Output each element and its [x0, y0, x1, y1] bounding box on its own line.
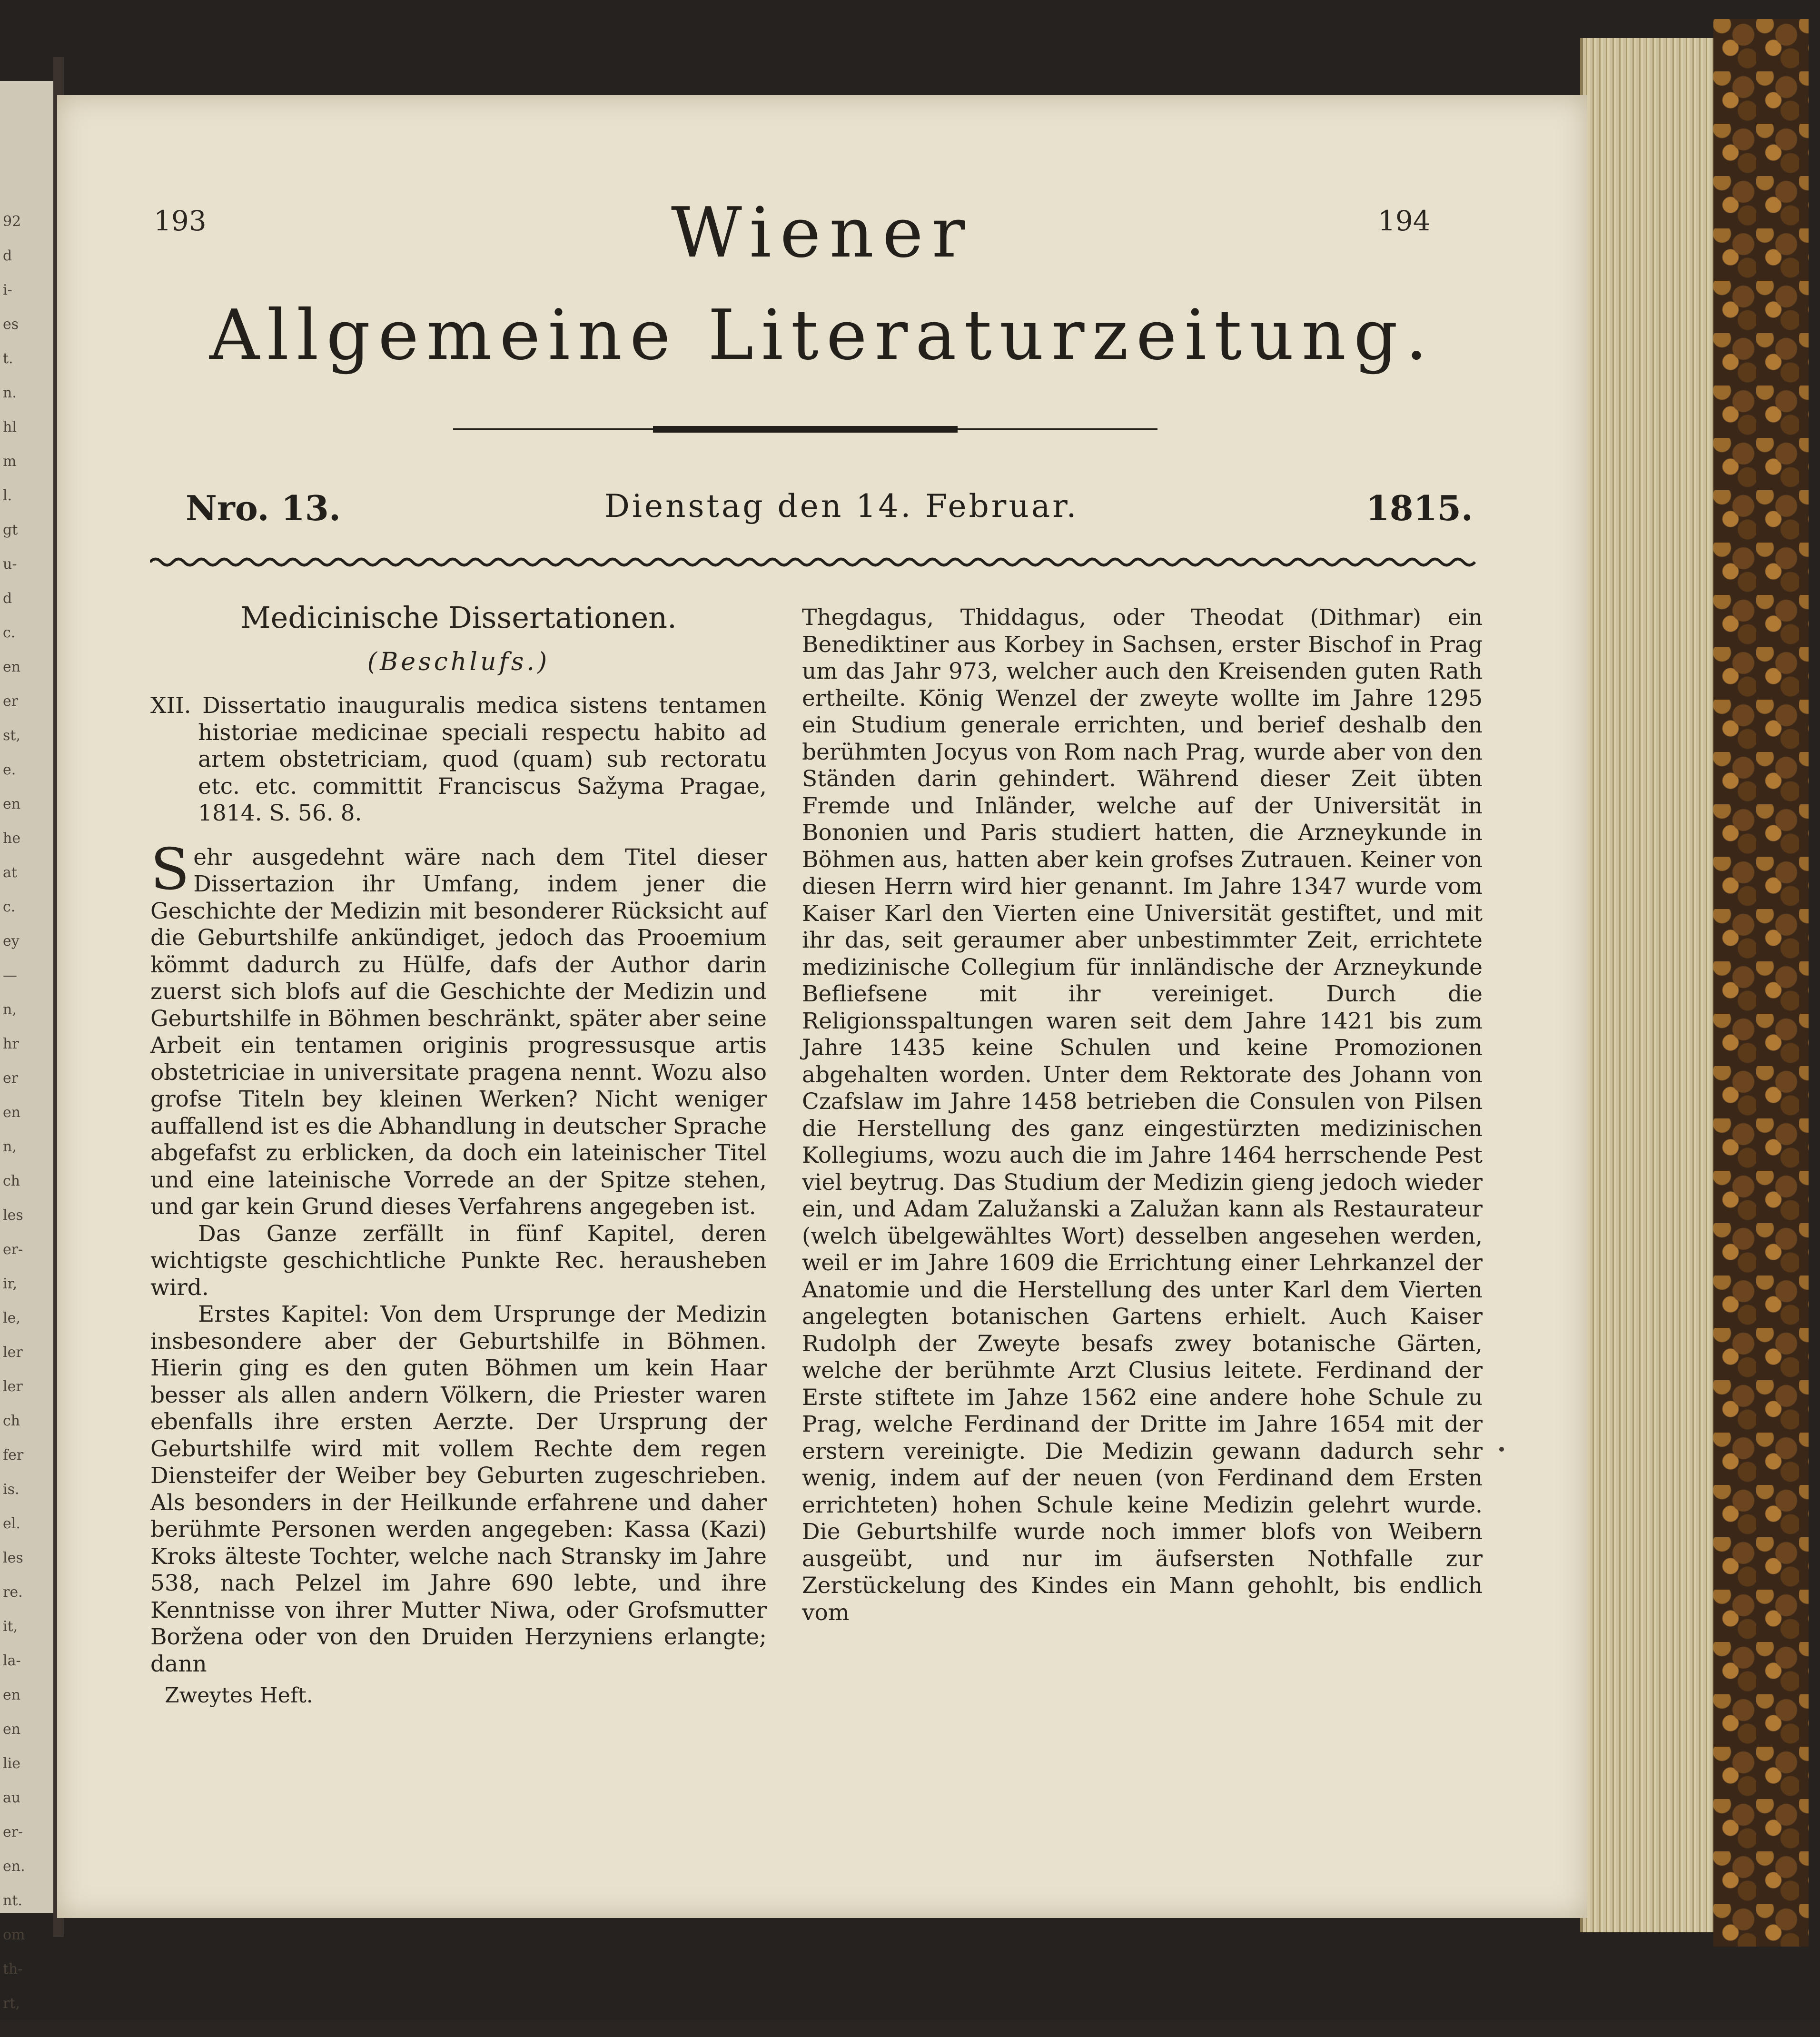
- facing-page-fragment: er-: [3, 1241, 23, 1258]
- facing-page-fragment: ler: [3, 1378, 23, 1395]
- facing-page-fragment: he: [3, 830, 21, 847]
- facing-page-fragment: at: [3, 864, 17, 881]
- masthead-title-line1: Wiener: [671, 193, 974, 273]
- facing-page-fragment: 92: [3, 213, 21, 230]
- facing-page-fragment: l.: [3, 487, 12, 504]
- facing-page-fragment: t.: [3, 350, 13, 367]
- facing-page-fragment: les: [3, 1550, 23, 1566]
- facing-page-fragment: —: [3, 967, 17, 984]
- facing-page-fragment: st,: [3, 727, 20, 744]
- facing-page-fragment: n,: [3, 1138, 17, 1155]
- facing-page-fragment: gt: [3, 522, 18, 538]
- facing-page-fragment: ir,: [3, 1276, 18, 1292]
- paragraph-first-chapter: Erstes Kapitel: Von dem Ursprunge der Medizin insbesondere aber der Geburtshilfe in Böhmen. Hierin ging es den guten Böhmen um kein Haar besser als allen andern Völkern, die Priester waren ebenfalls ihre ersten Aerzte. Der Ursprung der Geburtshilfe wird mit vollem Rechte dem regen Diensteifer der Weiber bey Geburten zugeschrieben. Als besonders in der Heilkunde erfahrene und daher berühmte Personen werden angegeben: Kassa (Kazi) Kroks älteste Tochter, welche nach Stransky im Jahre 538, nach Pelzel im Jahre 690 lebte, und ihre Kenntnisse von ihrer Mutter Niwa, oder Grofsmutter Boržena oder von den Druiden Herzyniens erlangte; dann: [150, 1301, 767, 1677]
- facing-page-fragment: en: [3, 796, 21, 812]
- facing-page-fragment: en: [3, 659, 21, 675]
- facing-page-edge: [0, 81, 57, 2012]
- facing-page-fragment: ch: [3, 1173, 20, 1189]
- facing-page-fragment: re.: [3, 1584, 23, 1601]
- article-title: Medicinische Dissertationen.: [240, 600, 677, 635]
- facing-page-fragment: m: [3, 453, 17, 470]
- facing-page-fragment: c.: [3, 624, 16, 641]
- facing-page-fragment: les: [3, 1207, 23, 1224]
- facing-page-fragment: nt.: [3, 1892, 22, 1909]
- facing-page-fragment: er: [3, 1070, 19, 1087]
- facing-page-fragment: lie: [3, 1755, 20, 1772]
- drop-cap: S: [150, 836, 190, 903]
- page-number-right: 194: [1378, 205, 1431, 237]
- issue-number: Nro. 13.: [186, 488, 341, 528]
- facing-page-fragment: om: [3, 1927, 25, 1943]
- facing-page-fragment: au: [3, 1790, 21, 1806]
- page-stack-edges: [1580, 38, 1726, 1932]
- facing-page-fragment: ler: [3, 1344, 23, 1361]
- facing-page-fragments: [0, 81, 55, 2037]
- facing-page-fragment: e.: [3, 761, 16, 778]
- paragraph-continuation: Thegdagus, Thiddagus, oder Theodat (Dithmar) ein Benediktiner aus Korbey in Sachsen, erster Bischof in Prag um das Jahr 973, welcher auch den Kreisenden guten Rath ertheilte. König Wenzel der zweyte wollte im Jahre 1295 ein Studium generale errichten, und berief deshalb den berühmten Jocyus von Rom nach Prag, wurde aber von den Ständen darin gehindert. Während dieser Zeit übten Fremde und Inländer, welche auf der Universität in Bononien und Paris studiert hatten, die Arzneykunde in Böhmen aus, hatten aber kein grofses Zutrauen. Keiner von diesen Herrn wird hier genannt. Im Jahre 1347 wurde vom Kaiser Karl den Vierten eine Universität gestiftet, und mit ihr das, seit geraumer aber unbestimmter Zeit, errichtete medizinische Collegium für innländische der Arzneykunde Befliefsene mit ihr vereiniget. Durch die Religionsspaltungen waren seit dem Jahre 1421 bis zum Jahre 1435 keine Schulen und keine Promozionen abgehalten worden. Unter dem Rektorate des Johann von Czafslaw im Jahre 1458 betrieben die Consulen von Pilsen die Herstellung des ganz eingestürzten medizinischen Kollegiums, wozu auch die im Jahre 1464 herrschende Pest viel beytrug. Das Studium der Medizin gieng jedoch wieder ein, und Adam Zalužanski a Zalužan kann als Restaurateur (welch übelgewähltes Wort) desselben angesehen werden, weil er im Jahre 1609 die Errichtung einer Lehrkanzel der Anatomie und die Herstellung des unter Karl dem Vierten angelegten botanischen Gartens erhielt. Auch Kaiser Rudolph der Zweyte besafs zwey botanische Gärten, welche der berühmte Arzt Clusius leitete. Ferdinand der Erste stiftete im Jahze 1562 eine andere hohe Schule zu Prag, welche Ferdinand der Dritte im Jahre 1654 mit der erstern vereinigte. Die Medizin gewann dadurch sehr wenig, indem auf der neuen (von Ferdinand dem Ersten errichteten) hohen Schule keine Medizin gelehrt wurde. Die Geburtshilfe wurde noch immer blofs von Weibern ausgeübt, und nur im äufsersten Nothfalle zur Zerstückelung des Kindes ein Mann gehohlt, bis endlich vom: [802, 604, 1483, 1626]
- facing-page-fragment: la-: [3, 1652, 21, 1669]
- facing-page-fragment: ch: [3, 1413, 20, 1429]
- issue-line: [186, 488, 1473, 535]
- facing-page-fragment: u-: [3, 556, 17, 573]
- masthead-title-line2: Allgemeine Literaturzeitung.: [209, 295, 1435, 376]
- facing-page-fragment: le,: [3, 1310, 20, 1326]
- paragraph-intro-text: ehr ausgedehnt wäre nach dem Titel dieser Dissertazion ihr Umfang, indem jener die Geschichte der Medizin mit besonderer Rücksicht auf die Geburtshilfe ankündiget, jedoch das Prooemium kömmt dadurch zu Hülfe, dafs der Author darin zuerst sich blofs auf die Geschichte der Medizin und Geburtshilfe in Böhmen beschränkt, später aber seine Arbeit ein tentamen originis progressusque artis obstetriciae in universitate pragena nennt. Wozu also grofse Titeln bey kleinen Werken? Nicht weniger auffallend ist es die Abhandlung in deutscher Sprache abgefafst zu erblicken, da doch ein lateinischer Titel und eine lateinische Vorrede an der Spitze stehen, und gar kein Grund dieses Verfahrens angegeben ist.: [150, 844, 767, 1220]
- marbled-cover-board: [1713, 19, 1809, 1947]
- left-column: [150, 600, 767, 1710]
- facing-page-fragment: hl: [3, 419, 17, 435]
- facing-page-fragment: er: [3, 693, 19, 710]
- newspaper-page: [57, 95, 1587, 1918]
- masthead-rule: [453, 426, 1157, 433]
- facing-page-fragment: fer: [3, 1447, 24, 1463]
- facing-page-fragment: en: [3, 1687, 21, 1703]
- facing-page-fragment: c.: [3, 899, 16, 915]
- paragraph-intro: [150, 836, 767, 1221]
- facing-page-fragment: es: [3, 316, 19, 333]
- paragraph-chapters: Das Ganze zerfällt in fünf Kapitel, deren wichtigste geschichtliche Punkte Rec. herausheben wird.: [150, 1220, 767, 1301]
- facing-page-fragment: n,: [3, 1001, 17, 1018]
- signature-mark: Zweytes Heft.: [165, 1683, 313, 1708]
- facing-page-fragment: n.: [3, 385, 17, 401]
- wavy-rule: [150, 556, 1478, 568]
- facing-page-fragment: el.: [3, 1515, 20, 1532]
- issue-year: 1815.: [1365, 488, 1473, 528]
- facing-page-fragment: rt,: [3, 1995, 20, 2012]
- page-number-left: 193: [154, 205, 207, 237]
- article-subtitle: (Beschlufs.): [367, 647, 550, 676]
- facing-page-fragment: en.: [3, 1858, 25, 1875]
- margin-dot: [1499, 1447, 1504, 1452]
- facing-page-fragment: th-: [3, 1961, 23, 1978]
- facing-page-fragment: i-: [3, 282, 12, 298]
- facing-page-fragment: ey: [3, 933, 20, 949]
- facing-page-fragment: d: [3, 247, 12, 264]
- facing-page-fragment: is.: [3, 1481, 20, 1498]
- right-column: [802, 604, 1483, 1626]
- facing-page-fragment: it,: [3, 1618, 18, 1635]
- facing-page-fragment: er-: [3, 1824, 23, 1840]
- masthead-rule-thick: [653, 426, 958, 433]
- facing-page-fragment: en: [3, 1721, 21, 1738]
- issue-date: Dienstag den 14. Februar.: [604, 488, 1079, 524]
- facing-page-fragment: d: [3, 590, 12, 607]
- facing-page-fragment: en: [3, 1104, 21, 1121]
- facing-page-fragment: hr: [3, 1036, 19, 1052]
- dissertation-entry: XII. Dissertatio inauguralis medica sistens tentamen historiae medicinae speciali respectu habito ad artem obstetriciam, quod (quam) sub rectoratu etc. etc. committit Franciscus Sažyma Pragae, 1814. S. 56. 8.: [150, 692, 767, 826]
